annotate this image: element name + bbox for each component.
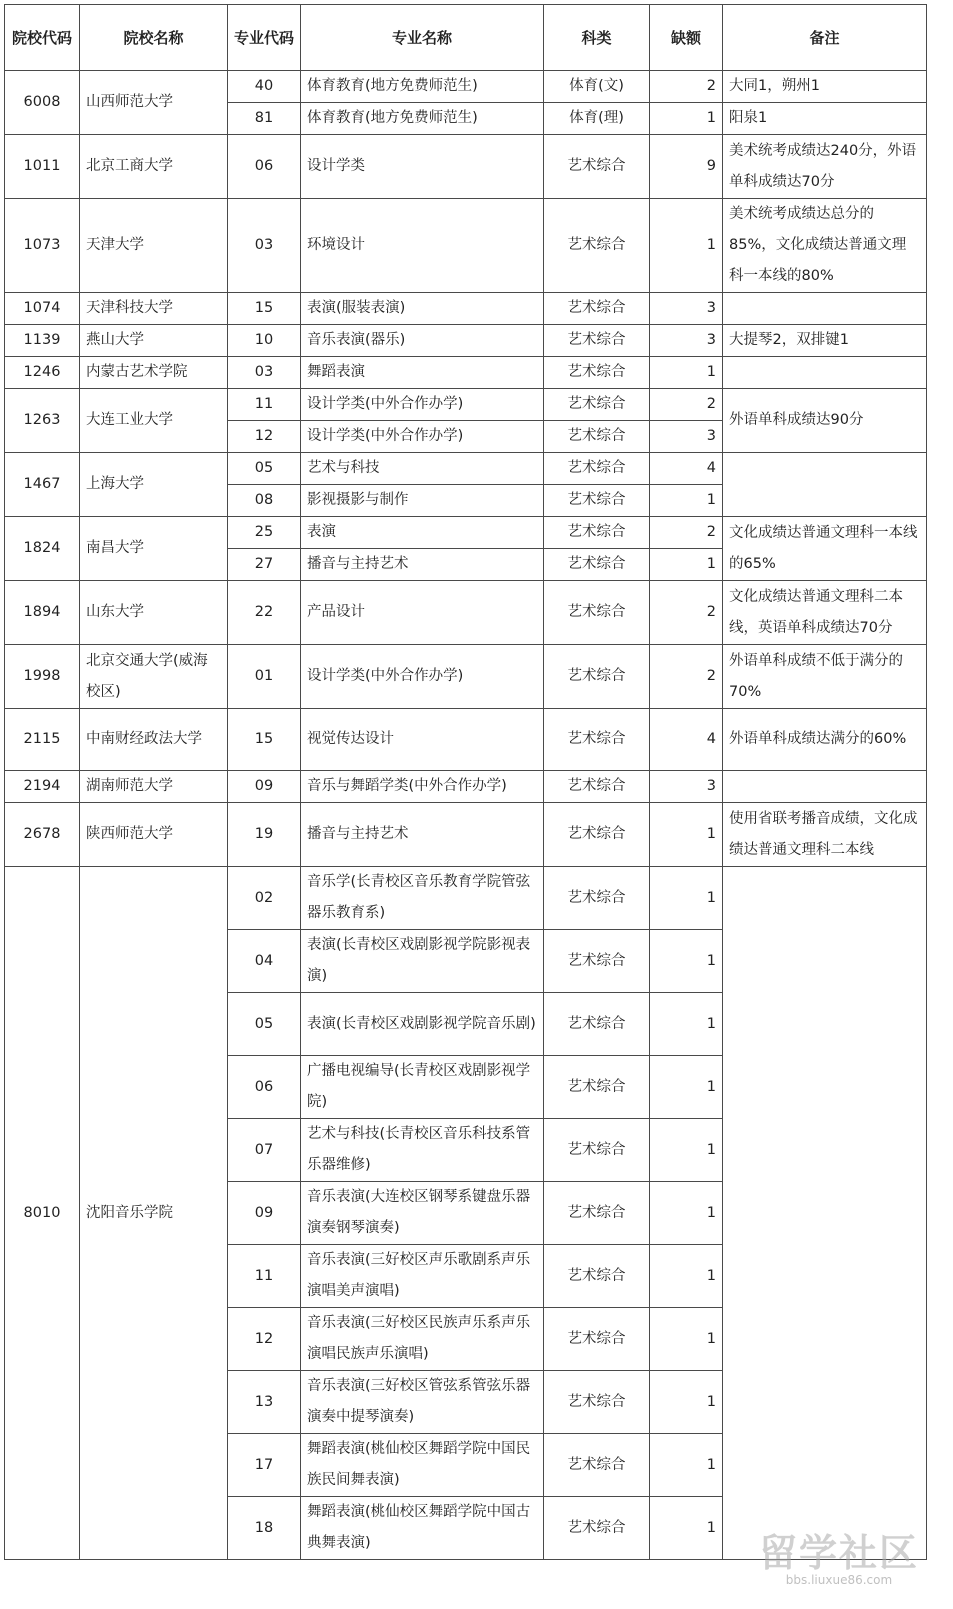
major-code-cell: 11 [228, 1245, 301, 1308]
table-row [5, 199, 927, 293]
vacancies-cell: 1 [650, 1308, 723, 1371]
major-code-cell: 27 [228, 549, 301, 581]
major-code-cell: 18 [228, 1497, 301, 1560]
header-major-name: 专业名称 [301, 5, 544, 71]
category-cell: 艺术综合 [544, 581, 650, 645]
major-code-cell: 10 [228, 325, 301, 357]
major-code-cell: 25 [228, 517, 301, 549]
table-row [5, 357, 927, 389]
category-cell: 体育(理) [544, 103, 650, 135]
major-name-cell: 体育教育(地方免费师范生) [301, 71, 544, 103]
school-name-cell: 内蒙古艺术学院 [80, 357, 228, 389]
vacancies-cell: 1 [650, 1245, 723, 1308]
school-code-cell: 1467 [5, 453, 80, 517]
major-code-cell: 03 [228, 199, 301, 293]
vacancies-cell: 4 [650, 453, 723, 485]
category-cell: 艺术综合 [544, 1434, 650, 1497]
category-cell: 体育(文) [544, 71, 650, 103]
vacancies-cell: 3 [650, 421, 723, 453]
major-name-cell: 设计学类(中外合作办学) [301, 421, 544, 453]
school-code-cell: 1998 [5, 645, 80, 709]
major-name-cell: 广播电视编导(长青校区戏剧影视学院) [301, 1056, 544, 1119]
header-school-name: 院校名称 [80, 5, 228, 71]
vacancies-cell: 1 [650, 1371, 723, 1434]
major-name-cell: 表演 [301, 517, 544, 549]
major-name-cell: 表演(长青校区戏剧影视学院影视表演) [301, 930, 544, 993]
school-name-cell: 沈阳音乐学院 [80, 867, 228, 1560]
major-name-cell: 播音与主持艺术 [301, 803, 544, 867]
major-name-cell: 音乐表演(三好校区声乐歌剧系声乐演唱美声演唱) [301, 1245, 544, 1308]
vacancies-cell: 1 [650, 993, 723, 1056]
remarks-cell: 外语单科成绩达满分的60% [723, 709, 927, 771]
major-name-cell: 设计学类 [301, 135, 544, 199]
remarks-cell: 文化成绩达普通文理科一本线的65% [723, 517, 927, 581]
school-name-cell: 中南财经政法大学 [80, 709, 228, 771]
major-name-cell: 表演(长青校区戏剧影视学院音乐剧) [301, 993, 544, 1056]
major-name-cell: 体育教育(地方免费师范生) [301, 103, 544, 135]
category-cell: 艺术综合 [544, 485, 650, 517]
school-code-cell: 6008 [5, 71, 80, 135]
table-row [5, 645, 927, 709]
major-code-cell: 06 [228, 1056, 301, 1119]
major-code-cell: 02 [228, 867, 301, 930]
vacancies-cell: 1 [650, 930, 723, 993]
major-name-cell: 音乐与舞蹈学类(中外合作办学) [301, 771, 544, 803]
header-row [5, 5, 927, 71]
header-remarks: 备注 [723, 5, 927, 71]
major-name-cell: 音乐表演(器乐) [301, 325, 544, 357]
major-name-cell: 产品设计 [301, 581, 544, 645]
category-cell: 艺术综合 [544, 1119, 650, 1182]
header-vacancies: 缺额 [650, 5, 723, 71]
major-name-cell: 设计学类(中外合作办学) [301, 645, 544, 709]
category-cell: 艺术综合 [544, 1182, 650, 1245]
remarks-cell: 美术统考成绩达总分的85%，文化成绩达普通文理科一本线的80% [723, 199, 927, 293]
major-name-cell: 音乐学(长青校区音乐教育学院管弦器乐教育系) [301, 867, 544, 930]
school-code-cell: 1246 [5, 357, 80, 389]
category-cell: 艺术综合 [544, 549, 650, 581]
category-cell: 艺术综合 [544, 453, 650, 485]
vacancies-cell: 1 [650, 103, 723, 135]
major-name-cell: 舞蹈表演(桃仙校区舞蹈学院中国古典舞表演) [301, 1497, 544, 1560]
vacancies-cell: 2 [650, 389, 723, 421]
table-row [5, 453, 927, 485]
school-name-cell: 山东大学 [80, 581, 228, 645]
table-body [5, 71, 927, 1560]
vacancies-cell: 1 [650, 867, 723, 930]
table-row [5, 325, 927, 357]
vacancies-cell: 1 [650, 803, 723, 867]
remarks-cell: 阳泉1 [723, 103, 927, 135]
major-code-cell: 06 [228, 135, 301, 199]
major-code-cell: 11 [228, 389, 301, 421]
remarks-cell: 美术统考成绩达240分，外语单科成绩达70分 [723, 135, 927, 199]
major-name-cell: 舞蹈表演(桃仙校区舞蹈学院中国民族民间舞表演) [301, 1434, 544, 1497]
table-row [5, 517, 927, 549]
school-code-cell: 1894 [5, 581, 80, 645]
school-code-cell: 2115 [5, 709, 80, 771]
table-row [5, 581, 927, 645]
remarks-cell: 外语单科成绩不低于满分的70% [723, 645, 927, 709]
major-code-cell: 15 [228, 293, 301, 325]
major-name-cell: 设计学类(中外合作办学) [301, 389, 544, 421]
header-category: 科类 [544, 5, 650, 71]
major-code-cell: 04 [228, 930, 301, 993]
category-cell: 艺术综合 [544, 199, 650, 293]
school-name-cell: 天津科技大学 [80, 293, 228, 325]
school-name-cell: 燕山大学 [80, 325, 228, 357]
category-cell: 艺术综合 [544, 325, 650, 357]
category-cell: 艺术综合 [544, 993, 650, 1056]
remarks-cell: 文化成绩达普通文理科二本线，英语单科成绩达70分 [723, 581, 927, 645]
category-cell: 艺术综合 [544, 930, 650, 993]
category-cell: 艺术综合 [544, 357, 650, 389]
school-name-cell: 山西师范大学 [80, 71, 228, 135]
vacancies-cell: 2 [650, 71, 723, 103]
remarks-cell: 外语单科成绩达90分 [723, 389, 927, 453]
category-cell: 艺术综合 [544, 867, 650, 930]
major-name-cell: 音乐表演(三好校区管弦系管弦乐器演奏中提琴演奏) [301, 1371, 544, 1434]
major-code-cell: 15 [228, 709, 301, 771]
vacancies-cell: 1 [650, 199, 723, 293]
major-code-cell: 09 [228, 771, 301, 803]
watermark [759, 1533, 919, 1587]
major-code-cell: 05 [228, 453, 301, 485]
header-school-code: 院校代码 [5, 5, 80, 71]
major-name-cell: 视觉传达设计 [301, 709, 544, 771]
school-name-cell: 北京工商大学 [80, 135, 228, 199]
remarks-cell [723, 867, 927, 1560]
table-row [5, 803, 927, 867]
major-name-cell: 表演(服装表演) [301, 293, 544, 325]
vacancies-cell: 2 [650, 581, 723, 645]
school-name-cell: 南昌大学 [80, 517, 228, 581]
school-code-cell: 1263 [5, 389, 80, 453]
major-code-cell: 22 [228, 581, 301, 645]
vacancies-cell: 1 [650, 485, 723, 517]
school-name-cell: 大连工业大学 [80, 389, 228, 453]
vacancies-cell: 2 [650, 645, 723, 709]
category-cell: 艺术综合 [544, 803, 650, 867]
school-code-cell: 1074 [5, 293, 80, 325]
school-name-cell: 湖南师范大学 [80, 771, 228, 803]
category-cell: 艺术综合 [544, 1371, 650, 1434]
remarks-cell [723, 357, 927, 389]
vacancies-cell: 3 [650, 293, 723, 325]
vacancies-cell: 1 [650, 1056, 723, 1119]
major-code-cell: 17 [228, 1434, 301, 1497]
category-cell: 艺术综合 [544, 645, 650, 709]
vacancies-cell: 1 [650, 357, 723, 389]
header-major-code: 专业代码 [228, 5, 301, 71]
major-code-cell: 81 [228, 103, 301, 135]
category-cell: 艺术综合 [544, 771, 650, 803]
vacancies-cell: 1 [650, 1182, 723, 1245]
major-code-cell: 09 [228, 1182, 301, 1245]
major-code-cell: 05 [228, 993, 301, 1056]
category-cell: 艺术综合 [544, 1056, 650, 1119]
major-code-cell: 03 [228, 357, 301, 389]
remarks-cell [723, 453, 927, 517]
remarks-cell: 大提琴2，双排键1 [723, 325, 927, 357]
remarks-cell: 大同1，朔州1 [723, 71, 927, 103]
table-row [5, 293, 927, 325]
school-code-cell: 1824 [5, 517, 80, 581]
category-cell: 艺术综合 [544, 293, 650, 325]
table-row [5, 867, 927, 930]
vacancies-cell: 1 [650, 1119, 723, 1182]
major-name-cell: 艺术与科技 [301, 453, 544, 485]
vacancies-cell: 1 [650, 1497, 723, 1560]
school-code-cell: 1011 [5, 135, 80, 199]
school-name-cell: 北京交通大学(威海校区) [80, 645, 228, 709]
table-row [5, 135, 927, 199]
watermark-url: bbs.liuxue86.com [785, 1573, 893, 1587]
table-row [5, 389, 927, 421]
remarks-cell [723, 771, 927, 803]
school-code-cell: 1073 [5, 199, 80, 293]
major-code-cell: 07 [228, 1119, 301, 1182]
major-name-cell: 播音与主持艺术 [301, 549, 544, 581]
major-code-cell: 01 [228, 645, 301, 709]
major-code-cell: 08 [228, 485, 301, 517]
remarks-cell [723, 293, 927, 325]
major-name-cell: 音乐表演(大连校区钢琴系键盘乐器演奏钢琴演奏) [301, 1182, 544, 1245]
category-cell: 艺术综合 [544, 389, 650, 421]
school-code-cell: 2678 [5, 803, 80, 867]
major-name-cell: 环境设计 [301, 199, 544, 293]
major-name-cell: 艺术与科技(长青校区音乐科技系管乐器维修) [301, 1119, 544, 1182]
school-name-cell: 天津大学 [80, 199, 228, 293]
vacancies-cell: 1 [650, 1434, 723, 1497]
major-name-cell: 舞蹈表演 [301, 357, 544, 389]
vacancies-cell: 1 [650, 549, 723, 581]
category-cell: 艺术综合 [544, 421, 650, 453]
school-code-cell: 2194 [5, 771, 80, 803]
vacancies-cell: 9 [650, 135, 723, 199]
major-name-cell: 影视摄影与制作 [301, 485, 544, 517]
major-code-cell: 12 [228, 421, 301, 453]
major-name-cell: 音乐表演(三好校区民族声乐系声乐演唱民族声乐演唱) [301, 1308, 544, 1371]
category-cell: 艺术综合 [544, 135, 650, 199]
category-cell: 艺术综合 [544, 1308, 650, 1371]
table-row [5, 71, 927, 103]
table-row [5, 771, 927, 803]
table-row [5, 709, 927, 771]
category-cell: 艺术综合 [544, 1497, 650, 1560]
vacancies-cell: 3 [650, 771, 723, 803]
school-name-cell: 上海大学 [80, 453, 228, 517]
watermark-brand: 留学社区 [758, 1531, 919, 1575]
vacancies-cell: 4 [650, 709, 723, 771]
vacancies-cell: 3 [650, 325, 723, 357]
school-code-cell: 8010 [5, 867, 80, 1560]
major-code-cell: 19 [228, 803, 301, 867]
major-code-cell: 13 [228, 1371, 301, 1434]
vacancy-table [4, 4, 927, 1560]
remarks-cell: 使用省联考播音成绩，文化成绩达普通文理科二本线 [723, 803, 927, 867]
major-code-cell: 12 [228, 1308, 301, 1371]
vacancies-cell: 2 [650, 517, 723, 549]
school-code-cell: 1139 [5, 325, 80, 357]
category-cell: 艺术综合 [544, 1245, 650, 1308]
major-code-cell: 40 [228, 71, 301, 103]
category-cell: 艺术综合 [544, 517, 650, 549]
school-name-cell: 陕西师范大学 [80, 803, 228, 867]
category-cell: 艺术综合 [544, 709, 650, 771]
